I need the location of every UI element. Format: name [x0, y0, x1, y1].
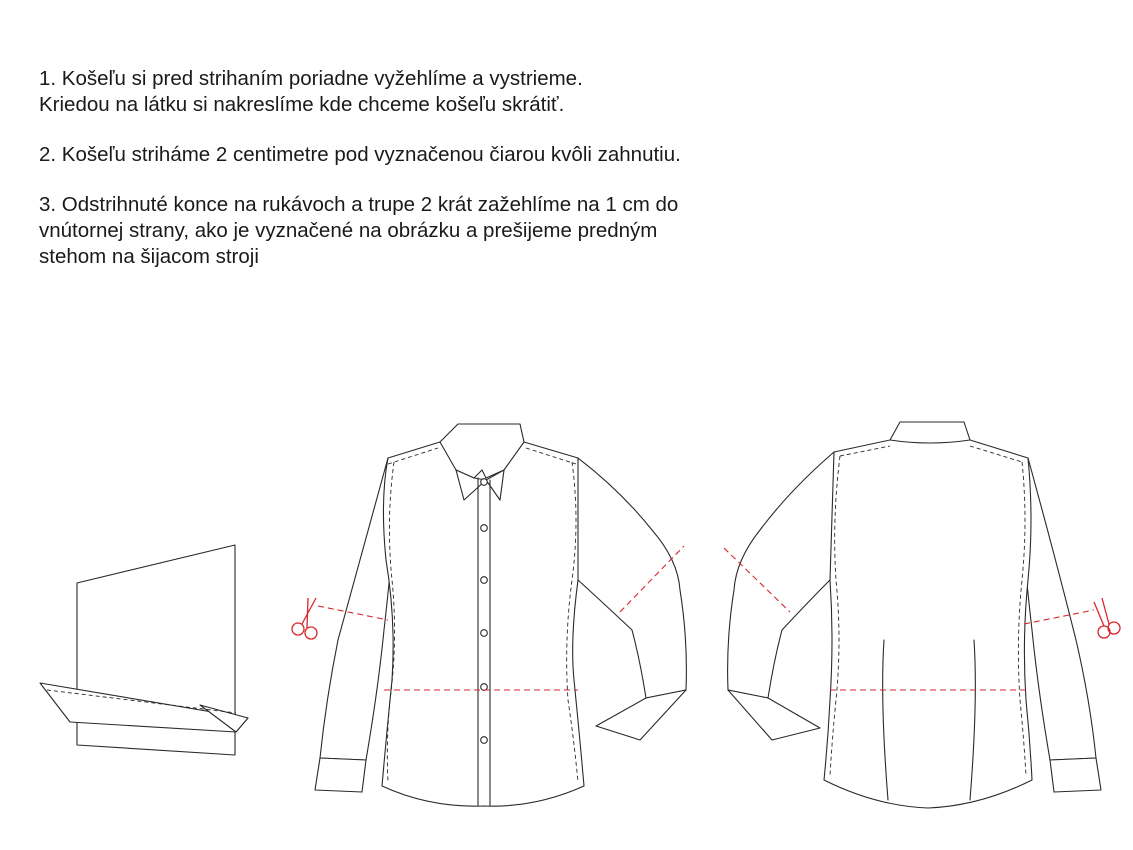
back-right-cuff [1050, 758, 1101, 792]
back-collar [890, 422, 970, 443]
scissors-icon [1094, 598, 1120, 638]
step-1-line-1: 1. Košeľu si pred strihaním poriadne vyžehlíme a vystrieme. [39, 67, 583, 90]
back-left-cuff [728, 690, 820, 740]
button [481, 737, 488, 744]
scissors-icon [292, 598, 317, 639]
button [481, 577, 488, 584]
shirt-back [724, 422, 1101, 808]
button [481, 684, 488, 691]
step-1-line-2: Kriedou na látku si nakreslíme kde chceme košeľu skrátiť. [39, 93, 565, 116]
step-2-line-1: 2. Košeľu strihámе 2 centimetre pod vyznačenou čiarou kvôli zahnutiu. [39, 143, 681, 166]
button [481, 525, 488, 532]
scissors-blades [1094, 598, 1109, 626]
scissors-blades [302, 598, 316, 628]
scissors-loop [1108, 622, 1120, 634]
button [481, 479, 488, 486]
button [481, 630, 488, 637]
back-left-sleeve [728, 452, 834, 698]
front-right-sleeve [578, 458, 686, 698]
front-right-cuff [596, 690, 686, 740]
step-3-line-2: vnútornej strany, ako je vyznačené na obrázku a prešijeme predným [39, 219, 658, 242]
step-3-line-1: 3. Odstrihnuté konce na rukávoch a trupe 2 krát zažehlíme na 1 cm do [39, 193, 679, 216]
hem-fold-detail [40, 545, 248, 755]
back-body [824, 440, 1032, 808]
front-body [382, 442, 584, 806]
scissors-loop [305, 627, 317, 639]
back-right-sleeve [1022, 458, 1096, 760]
shirt-front [315, 424, 686, 806]
front-left-cuff [315, 758, 366, 792]
step-3-line-3: stehom na šijacom stroji [39, 245, 259, 268]
scissors-loop [292, 623, 304, 635]
